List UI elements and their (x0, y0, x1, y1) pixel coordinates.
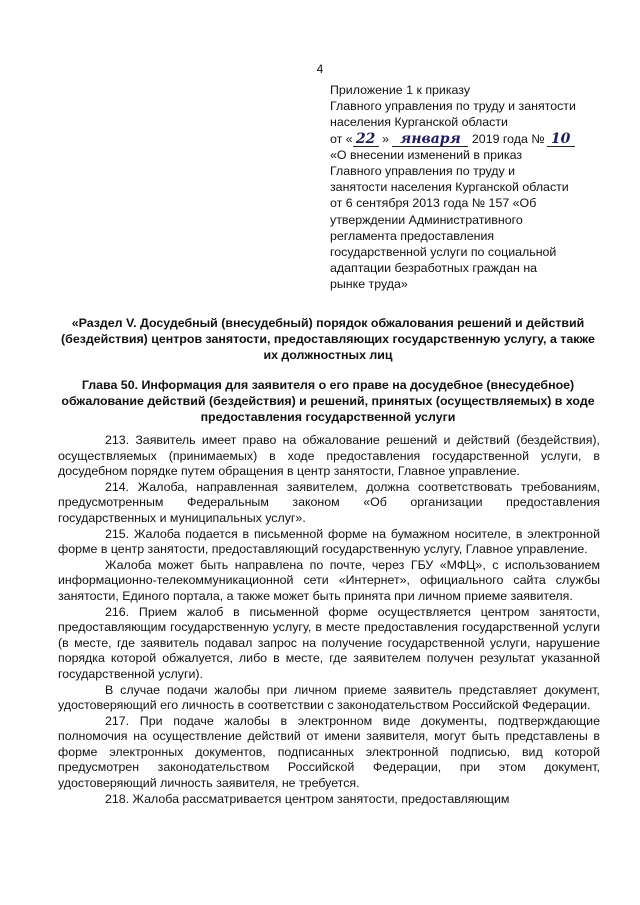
appendix-line-2: Главного управления по труду и занятости (330, 99, 576, 114)
reference-line: регламента предоставления (330, 228, 495, 243)
date-month-handwritten: января (392, 133, 468, 147)
paragraph-214: 214. Жалоба, направленная заявителем, должна соответствовать требованиям, предусмотренным Федеральным законом «Об организации предоставления государственных и муниципальных услуг». (58, 479, 600, 525)
date-day-handwritten: 22 (353, 133, 379, 147)
section-title: «Раздел V. Досудебный (внесудебный) порядок обжалования решений и действий (бездействия) центров занятости, предоставляющих государственную услугу, а также их должностных лиц (61, 316, 595, 362)
appendix-block (330, 82, 600, 293)
paragraph-215-continued: Жалоба может быть направлена по почте, через ГБУ «МФЦ», с использованием информационно-телекоммуникационной сети «Интернет», официального сайта службы занятости, Единого портала, а также может быть принята при личном приеме заявителя. (58, 557, 600, 603)
reference-line: Главного управления по труду и (330, 164, 516, 179)
body-text (58, 433, 600, 807)
paragraph-215: 215. Жалоба подается в письменной форме на бумажном носителе, в электронной форме в центр занятости, предоставляющий государственную услугу, Главное управление. (58, 526, 600, 557)
paragraph-213: 213. Заявитель имеет право на обжалование решений и действий (бездействия), осуществляемых (принимаемых) в ходе предоставления государственной услуги, в досудебном порядке путем обращения в центр занятости, Главное управление. (58, 433, 600, 479)
chapter-title: Глава 50. Информация для заявителя о его праве на досудебное (внесудебное) обжалование действий (бездействия) и решений, принятых (осуществляемых) в ходе предоставления государственной услуги (61, 378, 595, 424)
reference-line: адаптации безработных граждан на (330, 261, 538, 276)
headings-block (58, 315, 598, 425)
date-suffix: 2019 года № (471, 131, 545, 146)
date-prefix: от « (330, 131, 353, 146)
reference-line: занятости населения Курганской области (330, 180, 569, 195)
page-number: 4 (316, 62, 324, 76)
paragraph-216-continued: В случае подачи жалобы при личном приеме заявитель представляет документ, удостоверяющий его личность в соответствии с законодательством Российской Федерации. (58, 682, 600, 713)
reference-line: рынке труда» (330, 277, 408, 292)
reference-line: утверждении Административного (330, 212, 523, 227)
paragraph-218: 218. Жалоба рассматривается центром занятости, предоставляющим (105, 791, 510, 806)
reference-line: «О внесении изменений в приказ (330, 147, 523, 162)
paragraph-217: 217. При подаче жалобы в электронном виде документы, подтверждающие полномочия на осуществление действий от имени заявителя, могут быть представлены в форме электронных документов, подписанных электронной подписью, вид которой предусмотрен законодательством Российской Федерации, при этом документ, удостоверяющий личность заявителя, не требуется. (58, 713, 600, 791)
order-number-handwritten: 10 (547, 133, 575, 147)
appendix-date-line (330, 131, 600, 147)
date-mid: » (382, 131, 389, 146)
reference-line: государственной услуги по социальной (330, 245, 557, 260)
paragraph-216: 216. Прием жалоб в письменной форме осуществляется центром занятости, предоставляющим государственную услугу, в месте предоставления государственной услуги (в месте, где заявитель подавал запрос на получение государственной услуги, нарушение порядка которой обжалуется, либо в месте, где заявителем получен результат указанной государственной услуги). (58, 604, 600, 681)
appendix-line-1: Приложение 1 к приказу (330, 83, 471, 97)
reference-line: от 6 сентября 2013 года № 157 «Об (330, 196, 537, 211)
appendix-line-3: населения Курганской области (330, 115, 508, 130)
